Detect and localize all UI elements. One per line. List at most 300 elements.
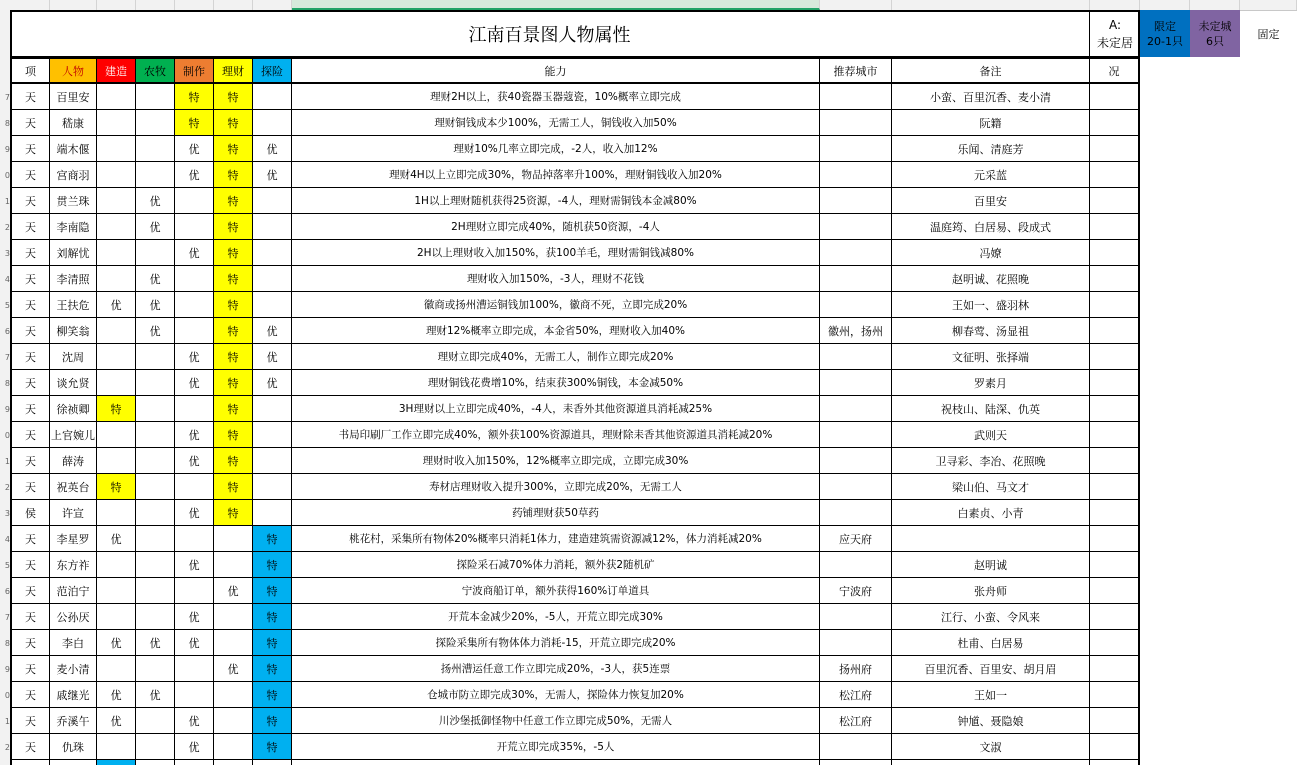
cell-build[interactable]: 优 xyxy=(97,526,136,552)
cell-explore[interactable] xyxy=(253,214,292,240)
column-header-c[interactable] xyxy=(97,0,136,10)
cell-tier[interactable]: 天 xyxy=(10,84,50,110)
cell-build[interactable] xyxy=(97,604,136,630)
cell-tier[interactable]: 天 xyxy=(10,162,50,188)
cell-status[interactable] xyxy=(1090,136,1140,162)
cell-finance[interactable]: 特 xyxy=(214,240,253,266)
cell-note[interactable]: 武则天 xyxy=(892,422,1090,448)
cell-status[interactable] xyxy=(1090,162,1140,188)
cell-tier[interactable]: 天 xyxy=(10,526,50,552)
cell-tier[interactable]: 天 xyxy=(10,630,50,656)
cell-tier[interactable]: 天 xyxy=(10,448,50,474)
cell-status[interactable] xyxy=(1090,604,1140,630)
cell-city[interactable] xyxy=(820,552,892,578)
cell-farm[interactable] xyxy=(136,604,175,630)
cell-status[interactable] xyxy=(1090,578,1140,604)
cell-name[interactable]: 李星罗 xyxy=(50,526,97,552)
row-number[interactable]: 9 xyxy=(4,405,10,414)
cell-build[interactable] xyxy=(97,266,136,292)
cell-note[interactable]: 张舟师 xyxy=(892,578,1090,604)
cell-name[interactable]: 麦小清 xyxy=(50,656,97,682)
cell-tier[interactable]: 天 xyxy=(10,188,50,214)
cell-explore[interactable]: 特 xyxy=(253,682,292,708)
cell-status[interactable] xyxy=(1090,370,1140,396)
cell-craft[interactable]: 优 xyxy=(175,630,214,656)
column-header-g[interactable] xyxy=(253,0,292,10)
cell-craft[interactable] xyxy=(175,526,214,552)
cell-note[interactable]: 白素贞、小青 xyxy=(892,500,1090,526)
cell-ability[interactable]: 宁波商船订单，额外获得160%订单道具 xyxy=(292,578,820,604)
cell-note[interactable]: 卫寻彩、李冶、花照晚 xyxy=(892,448,1090,474)
cell-tier[interactable]: 天 xyxy=(10,266,50,292)
column-header-f[interactable] xyxy=(214,0,253,10)
header-farm[interactable]: 农牧 xyxy=(136,57,175,84)
cell-note[interactable]: 百里安 xyxy=(892,188,1090,214)
cell-explore[interactable]: 特 xyxy=(253,734,292,760)
header-status[interactable]: 况 xyxy=(1090,57,1140,84)
row-number[interactable]: 2 xyxy=(4,223,10,232)
cell-note[interactable]: 乐闻、清庭芳 xyxy=(892,136,1090,162)
cell-tier[interactable]: 天 xyxy=(10,318,50,344)
cell-build[interactable] xyxy=(97,344,136,370)
cell-craft[interactable]: 优 xyxy=(175,552,214,578)
cell-status[interactable] xyxy=(1090,656,1140,682)
header-tier[interactable]: 项 xyxy=(10,57,50,84)
cell-ability[interactable]: 理财铜钱花费增10%，结束获300%铜钱，本金减50% xyxy=(292,370,820,396)
cell-craft[interactable]: 优 xyxy=(175,136,214,162)
cell-note[interactable]: 王如一 xyxy=(892,682,1090,708)
cell-status[interactable] xyxy=(1090,84,1140,110)
cell-city[interactable] xyxy=(820,162,892,188)
cell-name[interactable]: 李清照 xyxy=(50,266,97,292)
cell-ability[interactable]: 2H以上理财收入加150%，获100羊毛，理财需铜钱减80% xyxy=(292,240,820,266)
cell-explore[interactable]: 优 xyxy=(253,370,292,396)
cell-craft[interactable]: 优 xyxy=(175,708,214,734)
row-number[interactable]: 0 xyxy=(4,691,10,700)
column-header-l[interactable] xyxy=(1140,0,1190,10)
cell-city[interactable] xyxy=(820,422,892,448)
header-finance[interactable]: 理财 xyxy=(214,57,253,84)
cell-build[interactable] xyxy=(97,240,136,266)
cell-ability[interactable]: 桃花村，采集所有物体20%概率只消耗1体力，建造建筑需资源减12%，体力消耗减20% xyxy=(292,526,820,552)
cell-empty[interactable] xyxy=(1090,760,1140,765)
cell-status[interactable] xyxy=(1090,110,1140,136)
cell-farm[interactable] xyxy=(136,578,175,604)
cell-city[interactable]: 扬州府 xyxy=(820,656,892,682)
cell-finance[interactable] xyxy=(214,682,253,708)
row-number[interactable]: 3 xyxy=(4,509,10,518)
cell-finance[interactable]: 特 xyxy=(214,344,253,370)
cell-tier[interactable]: 天 xyxy=(10,136,50,162)
header-craft[interactable]: 制作 xyxy=(175,57,214,84)
cell-craft[interactable]: 特 xyxy=(175,110,214,136)
column-header-n[interactable] xyxy=(1240,0,1297,10)
cell-finance[interactable] xyxy=(214,552,253,578)
header-build[interactable]: 建造 xyxy=(97,57,136,84)
cell-city[interactable] xyxy=(820,734,892,760)
cell-empty[interactable] xyxy=(175,760,214,765)
cell-tier[interactable]: 天 xyxy=(10,110,50,136)
cell-city[interactable]: 松江府 xyxy=(820,708,892,734)
cell-note[interactable] xyxy=(892,526,1090,552)
cell-name[interactable]: 李南隐 xyxy=(50,214,97,240)
cell-build[interactable]: 优 xyxy=(97,630,136,656)
row-number[interactable]: 3 xyxy=(4,249,10,258)
cell-explore[interactable]: 优 xyxy=(253,136,292,162)
cell-name[interactable]: 王扶危 xyxy=(50,292,97,318)
cell-build[interactable] xyxy=(97,734,136,760)
cell-name[interactable]: 乔溪午 xyxy=(50,708,97,734)
cell-farm[interactable] xyxy=(136,136,175,162)
cell-finance[interactable]: 特 xyxy=(214,318,253,344)
cell-ability[interactable]: 探险采石减70%体力消耗，额外获2随机矿 xyxy=(292,552,820,578)
cell-explore[interactable]: 优 xyxy=(253,344,292,370)
cell-note[interactable]: 赵明诚 xyxy=(892,552,1090,578)
cell-city[interactable] xyxy=(820,292,892,318)
cell-ability[interactable]: 徽商或扬州漕运铜钱加100%，徽商不死，立即完成20% xyxy=(292,292,820,318)
cell-city[interactable] xyxy=(820,136,892,162)
cell-name[interactable]: 宫商羽 xyxy=(50,162,97,188)
cell-status[interactable] xyxy=(1090,396,1140,422)
cell-build[interactable] xyxy=(97,578,136,604)
cell-status[interactable] xyxy=(1090,344,1140,370)
cell-tier[interactable]: 天 xyxy=(10,474,50,500)
cell-explore[interactable] xyxy=(253,396,292,422)
cell-explore[interactable]: 特 xyxy=(253,578,292,604)
column-header-e[interactable] xyxy=(175,0,214,10)
cell-build[interactable]: 特 xyxy=(97,396,136,422)
row-number[interactable]: 5 xyxy=(4,301,10,310)
row-number[interactable]: 7 xyxy=(4,613,10,622)
cell-status[interactable] xyxy=(1090,240,1140,266)
cell-craft[interactable]: 优 xyxy=(175,448,214,474)
cell-city[interactable] xyxy=(820,396,892,422)
cell-build[interactable] xyxy=(97,656,136,682)
cell-farm[interactable] xyxy=(136,110,175,136)
cell-ability[interactable]: 理财立即完成40%，无需工人，制作立即完成20% xyxy=(292,344,820,370)
cell-note[interactable]: 冯嫽 xyxy=(892,240,1090,266)
cell-farm[interactable]: 优 xyxy=(136,266,175,292)
cell-ability[interactable]: 开荒立即完成35%，-5人 xyxy=(292,734,820,760)
cell-note[interactable]: 文征明、张择端 xyxy=(892,344,1090,370)
cell-ability[interactable]: 书局印刷厂工作立即完成40%，额外获100%资源道具，理财除耒香其他资源道具消耗减20% xyxy=(292,422,820,448)
cell-craft[interactable] xyxy=(175,214,214,240)
cell-name[interactable]: 祝英台 xyxy=(50,474,97,500)
cell-name[interactable]: 端木偃 xyxy=(50,136,97,162)
cell-explore[interactable] xyxy=(253,110,292,136)
cell-explore[interactable]: 特 xyxy=(253,552,292,578)
cell-status[interactable] xyxy=(1090,552,1140,578)
cell-tier[interactable]: 天 xyxy=(10,292,50,318)
header-name[interactable]: 人物 xyxy=(50,57,97,84)
cell-city[interactable]: 应天府 xyxy=(820,526,892,552)
cell-explore[interactable] xyxy=(253,266,292,292)
cell-craft[interactable]: 优 xyxy=(175,162,214,188)
cell-note[interactable]: 罗素月 xyxy=(892,370,1090,396)
cell-city[interactable] xyxy=(820,604,892,630)
cell-explore[interactable]: 特 xyxy=(253,604,292,630)
column-header-j[interactable] xyxy=(892,0,1090,10)
cell-explore[interactable]: 优 xyxy=(253,318,292,344)
cell-farm[interactable] xyxy=(136,240,175,266)
row-number[interactable]: 1 xyxy=(4,197,10,206)
cell-build[interactable] xyxy=(97,422,136,448)
cell-finance[interactable] xyxy=(214,526,253,552)
cell-note[interactable]: 江行、小蛮、令风来 xyxy=(892,604,1090,630)
cell-farm[interactable] xyxy=(136,422,175,448)
cell-empty[interactable] xyxy=(136,760,175,765)
limited-count-box[interactable]: 限定 20-1只 xyxy=(1140,10,1190,57)
cell-name[interactable]: 沈周 xyxy=(50,344,97,370)
header-note[interactable]: 备注 xyxy=(892,57,1090,84)
cell-farm[interactable]: 优 xyxy=(136,214,175,240)
cell-farm[interactable] xyxy=(136,370,175,396)
row-number[interactable]: 9 xyxy=(4,665,10,674)
cell-build[interactable]: 特 xyxy=(97,474,136,500)
cell-ability[interactable]: 探险采集所有物体体力消耗-15，开荒立即完成20% xyxy=(292,630,820,656)
cell-explore[interactable]: 特 xyxy=(253,630,292,656)
cell-status[interactable] xyxy=(1090,422,1140,448)
cell-status[interactable] xyxy=(1090,682,1140,708)
cell-craft[interactable]: 优 xyxy=(175,422,214,448)
cell-farm[interactable] xyxy=(136,344,175,370)
cell-build[interactable]: 优 xyxy=(97,682,136,708)
cell-craft[interactable] xyxy=(175,292,214,318)
cell-name[interactable]: 谈允贤 xyxy=(50,370,97,396)
cell-explore[interactable] xyxy=(253,448,292,474)
cell-status[interactable] xyxy=(1090,318,1140,344)
sheet-title[interactable]: 江南百景图人物属性 xyxy=(10,10,1090,57)
cell-empty[interactable] xyxy=(892,760,1090,765)
cell-name[interactable]: 许宣 xyxy=(50,500,97,526)
cell-build[interactable] xyxy=(97,448,136,474)
column-header-h[interactable] xyxy=(292,0,820,10)
cell-ability[interactable]: 1H以上理财随机获得25资源，-4人，理财需铜钱本金减80% xyxy=(292,188,820,214)
column-header-i[interactable] xyxy=(820,0,892,10)
column-header-k[interactable] xyxy=(1090,0,1140,10)
cell-finance[interactable]: 特 xyxy=(214,214,253,240)
cell-name[interactable]: 仇珠 xyxy=(50,734,97,760)
cell-build[interactable] xyxy=(97,500,136,526)
cell-farm[interactable]: 优 xyxy=(136,188,175,214)
row-number[interactable]: 6 xyxy=(4,587,10,596)
cell-farm[interactable]: 优 xyxy=(136,682,175,708)
cell-craft[interactable]: 优 xyxy=(175,500,214,526)
cell-empty[interactable] xyxy=(253,760,292,765)
unsettled-city-box[interactable]: 未定城 6只 xyxy=(1190,10,1240,57)
cell-empty[interactable] xyxy=(50,760,97,765)
cell-build[interactable] xyxy=(97,84,136,110)
row-number[interactable]: 7 xyxy=(4,353,10,362)
cell-tier[interactable]: 天 xyxy=(10,682,50,708)
cell-farm[interactable]: 优 xyxy=(136,630,175,656)
cell-city[interactable] xyxy=(820,344,892,370)
cell-name[interactable]: 嵇康 xyxy=(50,110,97,136)
cell-build[interactable]: 优 xyxy=(97,292,136,318)
cell-craft[interactable]: 优 xyxy=(175,734,214,760)
cell-craft[interactable] xyxy=(175,682,214,708)
cell-empty[interactable] xyxy=(292,760,820,765)
cell-craft[interactable]: 优 xyxy=(175,240,214,266)
cell-finance[interactable]: 特 xyxy=(214,136,253,162)
cell-tier[interactable]: 天 xyxy=(10,734,50,760)
cell-explore[interactable] xyxy=(253,292,292,318)
cell-note[interactable]: 钟馗、聂隐娘 xyxy=(892,708,1090,734)
cell-ability[interactable]: 仓城市防立即完成30%，无需人，探险体力恢复加20% xyxy=(292,682,820,708)
cell-finance[interactable]: 特 xyxy=(214,188,253,214)
cell-finance[interactable]: 特 xyxy=(214,448,253,474)
cell-finance[interactable]: 特 xyxy=(214,474,253,500)
row-number[interactable]: 1 xyxy=(4,717,10,726)
cell-name[interactable]: 柳笑翁 xyxy=(50,318,97,344)
cell-build[interactable] xyxy=(97,162,136,188)
cell-ability[interactable]: 理财10%几率立即完成，-2人，收入加12% xyxy=(292,136,820,162)
cell-farm[interactable] xyxy=(136,734,175,760)
cell-note[interactable]: 祝枝山、陆深、仇英 xyxy=(892,396,1090,422)
cell-finance[interactable]: 优 xyxy=(214,578,253,604)
cell-note[interactable]: 元采蓝 xyxy=(892,162,1090,188)
cell-city[interactable] xyxy=(820,188,892,214)
cell-build[interactable] xyxy=(97,110,136,136)
cell-farm[interactable] xyxy=(136,552,175,578)
row-number[interactable]: 4 xyxy=(4,535,10,544)
row-number[interactable]: 8 xyxy=(4,639,10,648)
cell-tier[interactable]: 天 xyxy=(10,370,50,396)
cell-explore[interactable] xyxy=(253,84,292,110)
cell-ability[interactable]: 寿材店理财收入提升300%，立即完成20%，无需工人 xyxy=(292,474,820,500)
row-number[interactable]: 7 xyxy=(4,93,10,102)
cell-empty[interactable] xyxy=(820,760,892,765)
cell-note[interactable]: 王如一、盛羽林 xyxy=(892,292,1090,318)
cell-farm[interactable] xyxy=(136,396,175,422)
cell-farm[interactable] xyxy=(136,474,175,500)
cell-tier[interactable]: 侯 xyxy=(10,500,50,526)
cell-ability[interactable]: 药铺理财获50草药 xyxy=(292,500,820,526)
cell-tier[interactable]: 天 xyxy=(10,214,50,240)
cell-note[interactable]: 柳春莺、汤显祖 xyxy=(892,318,1090,344)
cell-finance[interactable] xyxy=(214,708,253,734)
cell-status[interactable] xyxy=(1090,188,1140,214)
cell-ability[interactable]: 开荒本金减少20%，-5人，开荒立即完成30% xyxy=(292,604,820,630)
cell-status[interactable] xyxy=(1090,474,1140,500)
cell-name[interactable]: 贯兰珠 xyxy=(50,188,97,214)
cell-craft[interactable] xyxy=(175,396,214,422)
cell-city[interactable]: 松江府 xyxy=(820,682,892,708)
cell-finance[interactable]: 特 xyxy=(214,266,253,292)
cell-ability[interactable]: 理财收入加150%，-3人，理财不花钱 xyxy=(292,266,820,292)
cell-status[interactable] xyxy=(1090,266,1140,292)
cell-explore[interactable] xyxy=(253,500,292,526)
cell-status[interactable] xyxy=(1090,630,1140,656)
column-header-a[interactable] xyxy=(10,0,50,10)
cell-farm[interactable]: 优 xyxy=(136,292,175,318)
cell-finance[interactable] xyxy=(214,630,253,656)
cell-name[interactable]: 戚继光 xyxy=(50,682,97,708)
cell-note[interactable]: 温庭筠、白居易、段成式 xyxy=(892,214,1090,240)
cell-tier[interactable]: 天 xyxy=(10,344,50,370)
cell-ability[interactable]: 川沙堡抵御怪物中任意工作立即完成50%，无需人 xyxy=(292,708,820,734)
cell-farm[interactable]: 优 xyxy=(136,318,175,344)
cell-ability[interactable]: 理财2H以上，获40瓷器玉器蔻瓷，10%概率立即完成 xyxy=(292,84,820,110)
header-ability[interactable]: 能力 xyxy=(292,57,820,84)
cell-finance[interactable]: 特 xyxy=(214,162,253,188)
cell-city[interactable] xyxy=(820,110,892,136)
cell-city[interactable] xyxy=(820,630,892,656)
cell-name[interactable]: 薛涛 xyxy=(50,448,97,474)
cell-name[interactable]: 刘解忧 xyxy=(50,240,97,266)
unsettled-label[interactable]: A: 未定居 xyxy=(1096,17,1133,50)
cell-ability[interactable]: 理财铜钱成本少100%，无需工人，铜钱收入加50% xyxy=(292,110,820,136)
row-number[interactable]: 0 xyxy=(4,171,10,180)
cell-build[interactable] xyxy=(97,188,136,214)
cell-farm[interactable] xyxy=(136,500,175,526)
cell-city[interactable]: 宁波府 xyxy=(820,578,892,604)
cell-explore[interactable]: 特 xyxy=(253,708,292,734)
cell-craft[interactable] xyxy=(175,266,214,292)
cell-build[interactable] xyxy=(97,370,136,396)
cell-craft[interactable] xyxy=(175,474,214,500)
cell-finance[interactable]: 特 xyxy=(214,84,253,110)
cell-empty[interactable] xyxy=(97,760,136,765)
cell-finance[interactable]: 优 xyxy=(214,656,253,682)
cell-craft[interactable]: 优 xyxy=(175,604,214,630)
cell-city[interactable] xyxy=(820,84,892,110)
cell-finance[interactable] xyxy=(214,604,253,630)
cell-note[interactable]: 文淑 xyxy=(892,734,1090,760)
cell-status[interactable] xyxy=(1090,214,1140,240)
column-header-m[interactable] xyxy=(1190,0,1240,10)
cell-finance[interactable]: 特 xyxy=(214,370,253,396)
row-number[interactable]: 6 xyxy=(4,327,10,336)
cell-status[interactable] xyxy=(1090,734,1140,760)
cell-build[interactable] xyxy=(97,214,136,240)
cell-finance[interactable]: 特 xyxy=(214,292,253,318)
cell-tier[interactable]: 天 xyxy=(10,240,50,266)
cell-craft[interactable] xyxy=(175,318,214,344)
cell-finance[interactable]: 特 xyxy=(214,422,253,448)
cell-empty[interactable] xyxy=(10,760,50,765)
cell-note[interactable]: 小蛮、百里沉香、麦小清 xyxy=(892,84,1090,110)
cell-note[interactable]: 赵明诚、花照晚 xyxy=(892,266,1090,292)
cell-ability[interactable]: 扬州漕运任意工作立即完成20%，-3人，获5连票 xyxy=(292,656,820,682)
cell-craft[interactable]: 优 xyxy=(175,370,214,396)
cell-farm[interactable] xyxy=(136,84,175,110)
cell-tier[interactable]: 天 xyxy=(10,422,50,448)
cell-explore[interactable]: 优 xyxy=(253,162,292,188)
cell-name[interactable]: 东方祚 xyxy=(50,552,97,578)
cell-city[interactable] xyxy=(820,214,892,240)
cell-build[interactable] xyxy=(97,318,136,344)
cell-city[interactable]: 徽州，扬州 xyxy=(820,318,892,344)
header-city[interactable]: 推荐城市 xyxy=(820,57,892,84)
fixed-label[interactable]: 固定 xyxy=(1257,27,1280,41)
cell-name[interactable]: 李白 xyxy=(50,630,97,656)
cell-craft[interactable] xyxy=(175,188,214,214)
cell-finance[interactable]: 特 xyxy=(214,500,253,526)
cell-ability[interactable]: 理财时收入加150%，12%概率立即完成，立即完成30% xyxy=(292,448,820,474)
cell-tier[interactable]: 天 xyxy=(10,656,50,682)
cell-ability[interactable]: 3H理财以上立即完成40%，-4人，耒香外其他资源道具消耗减25% xyxy=(292,396,820,422)
column-header-b[interactable] xyxy=(50,0,97,10)
cell-build[interactable] xyxy=(97,552,136,578)
cell-name[interactable]: 上官婉儿 xyxy=(50,422,97,448)
cell-status[interactable] xyxy=(1090,708,1140,734)
cell-craft[interactable]: 特 xyxy=(175,84,214,110)
row-number[interactable]: 8 xyxy=(4,379,10,388)
cell-craft[interactable] xyxy=(175,656,214,682)
row-number[interactable]: 9 xyxy=(4,145,10,154)
cell-status[interactable] xyxy=(1090,448,1140,474)
